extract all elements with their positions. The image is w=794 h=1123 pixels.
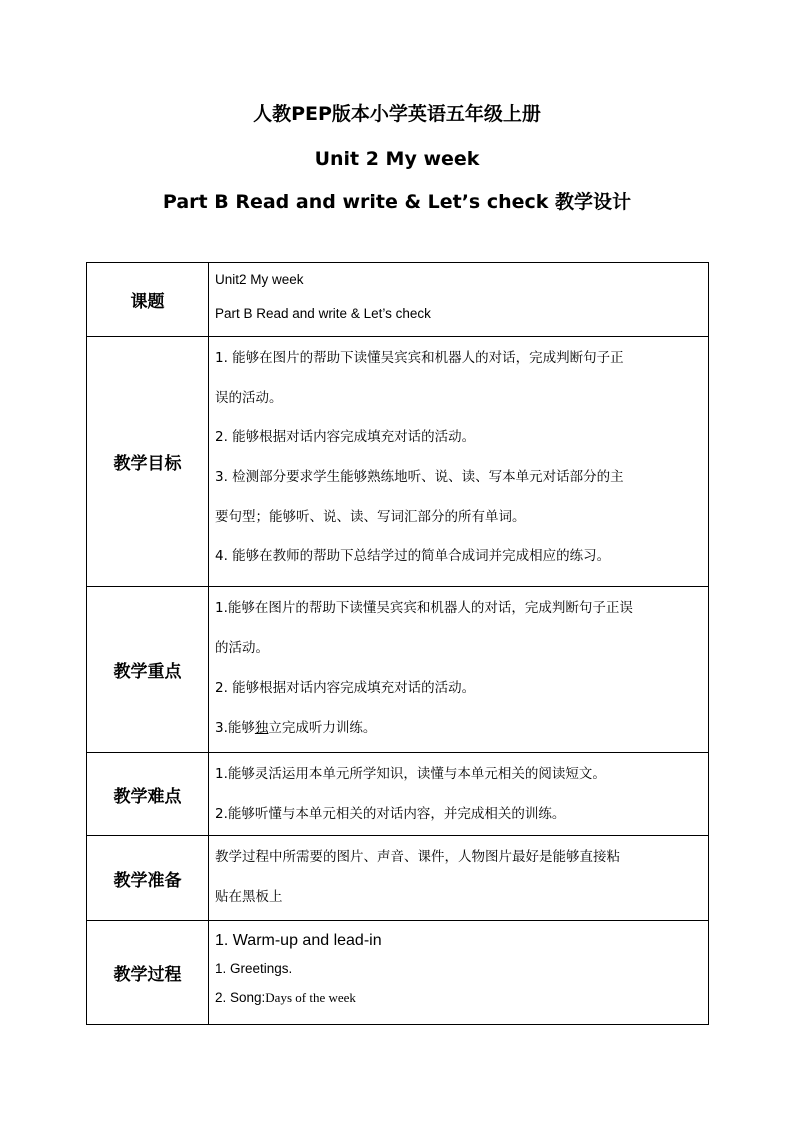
process-item-greetings: 1. Greetings.: [215, 961, 293, 976]
objectives-line: 1. 能够在图片的帮助下读懂吴宾宾和机器人的对话，完成判断句子正: [215, 350, 624, 366]
key-points-content: [209, 587, 709, 753]
process-heading: 1. Warm-up and lead-in: [215, 932, 382, 949]
difficulties-line: 2.能够听懂与本单元相关的对话内容，并完成相关的训练。: [215, 806, 566, 822]
objectives-label: 教学目标: [87, 337, 209, 587]
objectives-line: 4. 能够在教师的帮助下总结学过的简单合成词并完成相应的练习。: [215, 548, 611, 564]
table-row-preparation: [87, 836, 709, 921]
table-row-difficulties: [87, 753, 709, 836]
key-points-line4-prefix: 3.能够: [215, 720, 255, 736]
process-item-song-prefix: 2. Song:: [215, 990, 266, 1005]
key-points-line: 1.能够在图片的帮助下读懂吴宾宾和机器人的对话，完成判断句子正误: [215, 600, 633, 616]
lesson-plan-table: [86, 262, 709, 1025]
preparation-line: 贴在黑板上: [215, 889, 283, 905]
key-points-line: [215, 719, 702, 737]
preparation-content: [209, 836, 709, 921]
process-content: [209, 921, 709, 1025]
preparation-line: 教学过程中所需要的图片、声音、课件，人物图片最好是能够直接粘: [215, 849, 620, 865]
objectives-line: 要句型；能够听、说、读、写词汇部分的所有单词。: [215, 509, 526, 525]
document-title: 人教PEP版本小学英语五年级上册: [253, 103, 541, 125]
objectives-line: 3. 检测部分要求学生能够熟练地听、说、读、写本单元对话部分的主: [215, 469, 624, 485]
process-item-song-title: Days of the week: [265, 990, 356, 1005]
topic-label: 课题: [87, 263, 209, 337]
key-points-line: 2. 能够根据对话内容完成填充对话的活动。: [215, 680, 476, 696]
process-item-song: [215, 989, 702, 1007]
difficulties-line: 1.能够灵活运用本单元所学知识，读懂与本单元相关的阅读短文。: [215, 766, 606, 782]
key-points-line4-underlined: 独: [254, 720, 269, 736]
objectives-line: 2. 能够根据对话内容完成填充对话的活动。: [215, 429, 476, 445]
key-points-label: 教学重点: [87, 587, 209, 753]
preparation-label: 教学准备: [87, 836, 209, 921]
topic-content: [209, 263, 709, 337]
table-row-objectives: [87, 337, 709, 587]
key-points-line: 的活动。: [215, 640, 269, 656]
key-points-line4-suffix: 立完成听力训练。: [268, 720, 377, 736]
difficulties-label: 教学难点: [87, 753, 209, 836]
topic-line-1: Unit2 My week: [215, 272, 304, 287]
table-row-key-points: [87, 587, 709, 753]
topic-line-2: Part B Read and write & Let’s check: [215, 306, 431, 321]
objectives-content: [209, 337, 709, 587]
unit-title: Unit 2 My week: [314, 148, 480, 170]
table-row-process: [87, 921, 709, 1025]
table-row-topic: [87, 263, 709, 337]
lesson-title: Part B Read and write & Let’s check 教学设计: [162, 191, 632, 213]
process-label: 教学过程: [87, 921, 209, 1025]
difficulties-content: [209, 753, 709, 836]
objectives-line: 误的活动。: [215, 390, 283, 406]
